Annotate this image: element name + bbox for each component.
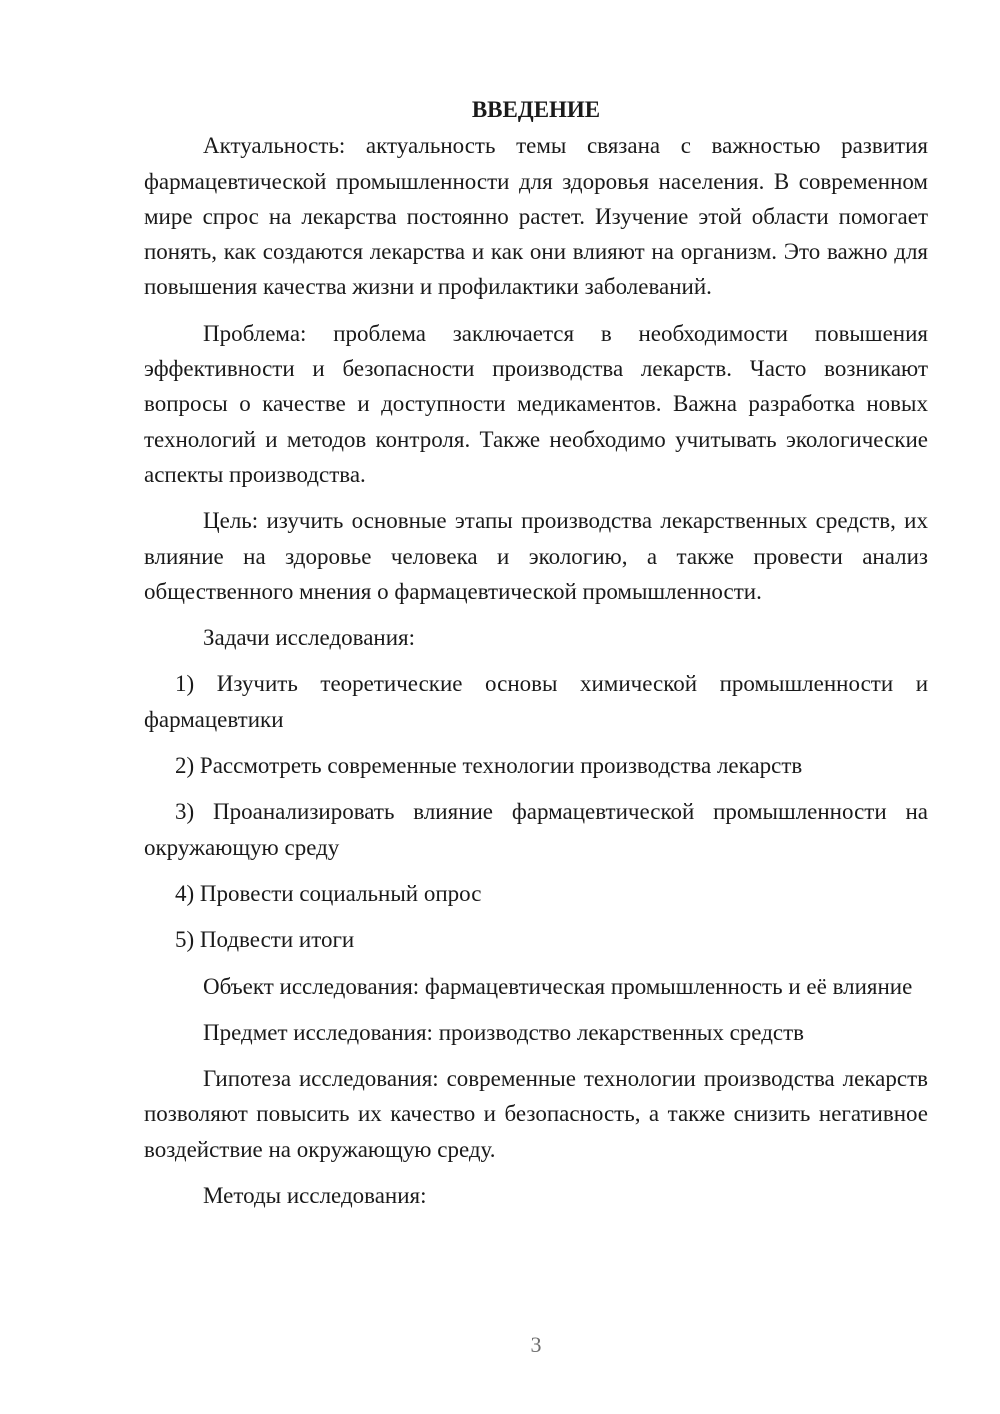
task-item-3: 3) Проанализировать влияние фармацевтической промышленности на окружающую среду [144, 799, 928, 860]
task-item-4: 4) Провести социальный опрос [175, 880, 482, 906]
paragraph-tasks-heading: Задачи исследования: [203, 625, 416, 651]
page-number: 3 [530, 1332, 542, 1357]
paragraph-relevance: Актуальность: актуальность темы связана с важностью развития фармацевтической промышленности для здоровья населения. В современном мире спрос на лекарства постоянно растет. Изучение этой области помогает понять, как создаются лекарства и как они влияют на организм. Это важно для повышения качества жизни и профилактики заболеваний. [144, 133, 928, 300]
paragraph-problem: Проблема: проблема заключается в необходимости повышения эффективности и безопасности производства лекарств. Часто возникают вопросы о качестве и доступности медикаментов. Важна разработка новых технологий и методов контроля. Также необходимо учитывать экологические аспекты производства. [144, 320, 928, 487]
task-item-1: 1) Изучить теоретические основы химической промышленности и фармацевтики [144, 671, 928, 732]
paragraph-methods: Методы исследования: [203, 1183, 427, 1209]
paragraph-goal: Цель: изучить основные этапы производства лекарственных средств, их влияние на здоровье человека и экологию, а также провести анализ общественного мнения о фармацевтической промышленности. [144, 508, 928, 604]
paragraph-object: Объект исследования: фармацевтическая промышленность и её влияние [203, 973, 913, 999]
section-title: ВВЕДЕНИЕ [471, 97, 601, 122]
task-item-5: 5) Подвести итоги [175, 927, 355, 953]
task-item-2: 2) Рассмотреть современные технологии производства лекарств [175, 753, 803, 779]
page-content [144, 92, 928, 1224]
paragraph-subject: Предмет исследования: производство лекарственных средств [203, 1019, 805, 1045]
paragraph-hypothesis: Гипотеза исследования: современные технологии производства лекарств позволяют повысить их качество и безопасность, а также снизить негативное воздействие на окружающую среду. [144, 1066, 928, 1162]
